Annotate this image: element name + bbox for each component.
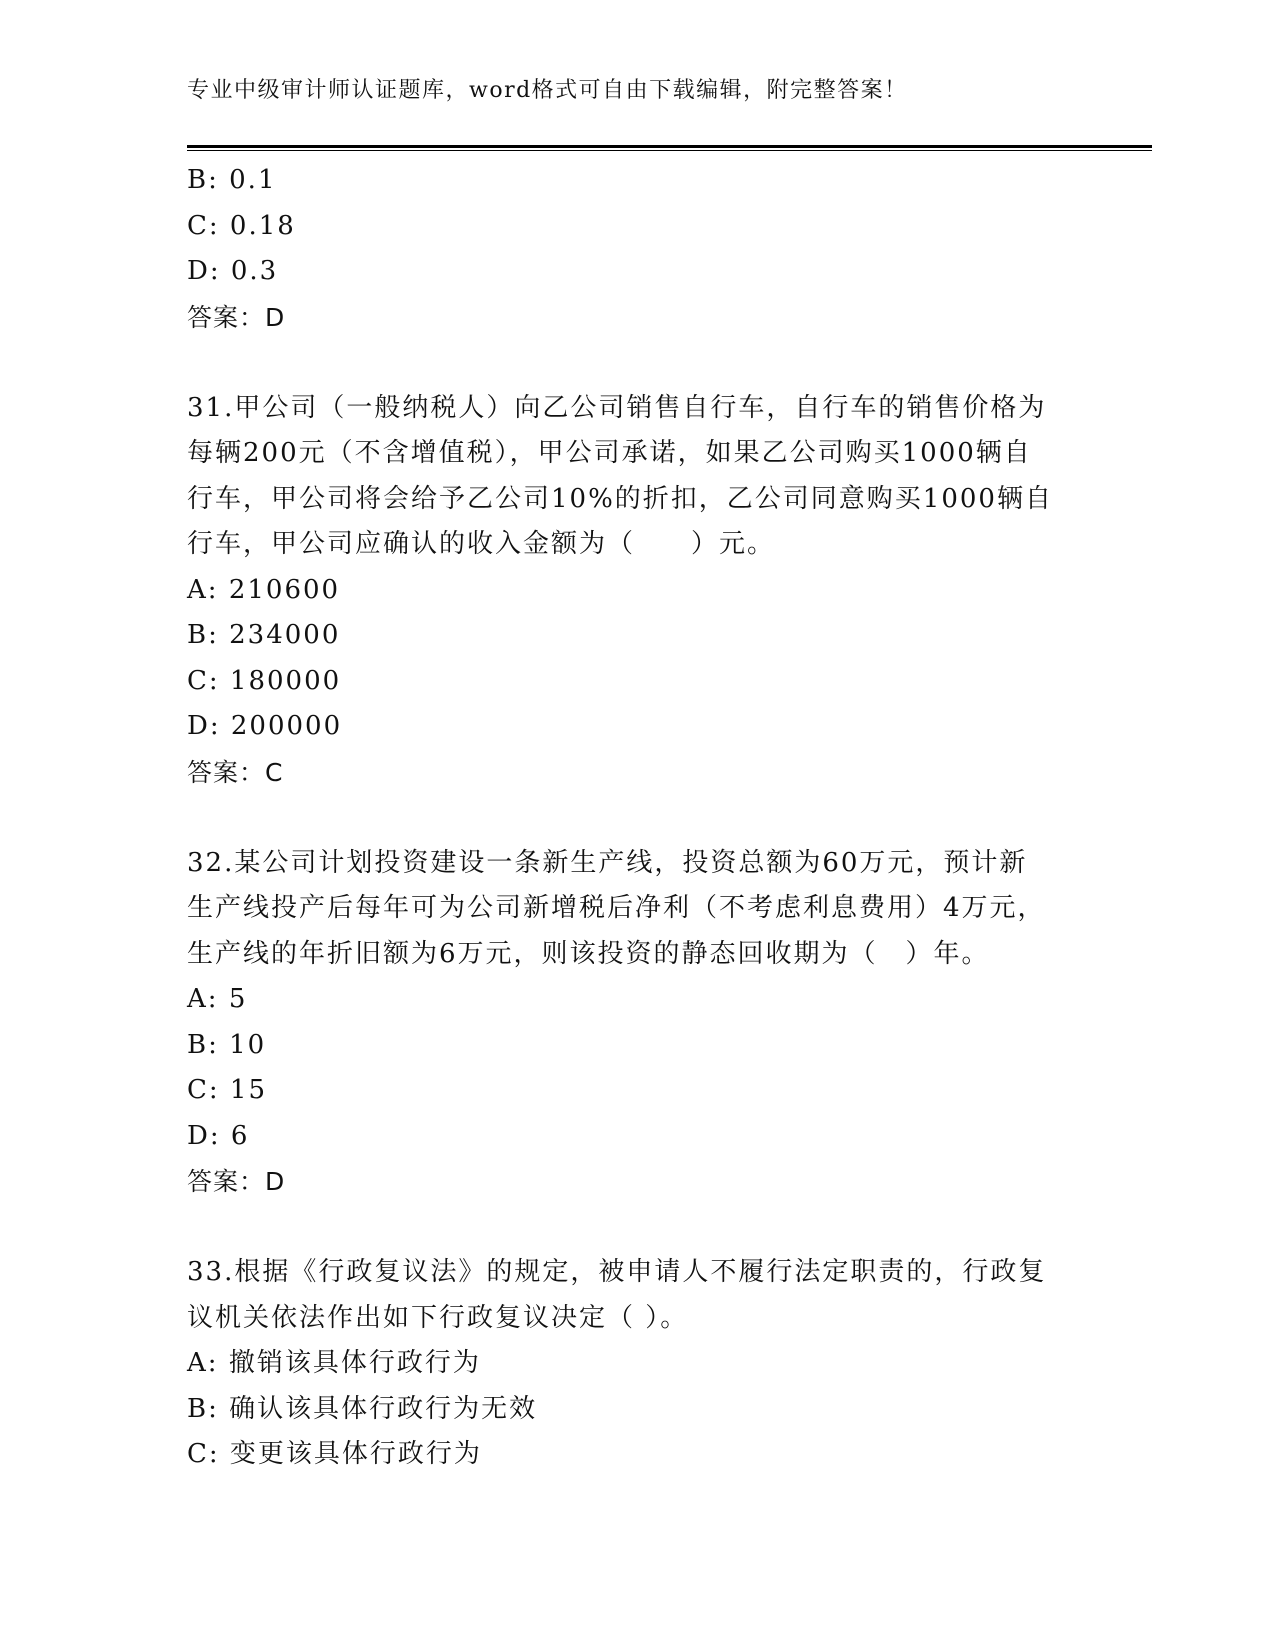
option-label: C: — [187, 665, 220, 696]
answer-line: 答案：D — [187, 302, 286, 332]
option-text: 变更该具体行政行为 — [229, 1439, 482, 1469]
option-text: 0.3 — [230, 256, 279, 286]
option-label: A: — [187, 984, 219, 1014]
option-label: C: — [187, 1075, 220, 1105]
option-text: 5 — [228, 984, 248, 1014]
question-32 — [187, 841, 1087, 1205]
option-a — [187, 977, 1087, 1023]
option-b — [187, 1023, 1087, 1069]
option-a — [187, 1341, 1087, 1387]
spacer — [187, 1205, 1087, 1251]
option-b — [187, 1387, 1087, 1433]
option-c — [187, 204, 1087, 250]
option-text: 234000 — [229, 620, 341, 650]
option-text: 210600 — [228, 574, 341, 605]
option-c — [187, 1432, 1087, 1478]
question-33 — [187, 1250, 1087, 1478]
answer-line: 答案：C — [187, 757, 284, 787]
option-label: C: — [187, 210, 220, 241]
option-d — [187, 704, 1087, 750]
question-stem-line: 行车，甲公司应确认的收入金额为（ ）元。 — [187, 529, 776, 559]
option-label: B: — [187, 1393, 219, 1424]
spacer — [187, 795, 1087, 841]
question-stem-line: 行车，甲公司将会给予乙公司10%的折扣，乙公司同意购买1000辆自 — [187, 483, 1053, 514]
option-text: 10 — [229, 1029, 267, 1060]
option-label: D: — [187, 711, 221, 741]
question-31 — [187, 386, 1087, 796]
question-stem-line: 32.某公司计划投资建设一条新生产线，投资总额为60万元，预计新 — [187, 847, 1028, 878]
question-stem-line: 每辆200元（不含增值税），甲公司承诺，如果乙公司购买1000辆自 — [187, 438, 1032, 468]
option-label: D: — [187, 256, 221, 286]
page-header-title: 专业中级审计师认证题库，word格式可自由下载编辑，附完整答案！ — [187, 78, 908, 103]
option-text: 15 — [229, 1075, 268, 1105]
option-text: 200000 — [230, 711, 343, 741]
option-d — [187, 1114, 1087, 1160]
question-stem-line: 31.甲公司（一般纳税人）向乙公司销售自行车，自行车的销售价格为 — [187, 392, 1047, 423]
option-d — [187, 249, 1087, 295]
spacer — [187, 340, 1087, 386]
option-b — [187, 613, 1087, 659]
question-stem-line: 33.根据《行政复议法》的规定，被申请人不履行法定职责的，行政复 — [187, 1257, 1047, 1287]
option-label: B: — [187, 1029, 219, 1060]
option-text: 确认该具体行政行为无效 — [229, 1393, 538, 1424]
option-text: 0.1 — [229, 165, 277, 195]
question-stem-line: 议机关依法作出如下行政复议决定（ ）。 — [187, 1302, 689, 1333]
option-label: B: — [187, 620, 219, 650]
option-text: 180000 — [229, 665, 342, 696]
header-divider-thick — [187, 145, 1152, 148]
option-text: 0.18 — [229, 210, 296, 241]
option-label: A: — [187, 574, 219, 605]
question-continued — [187, 158, 1087, 340]
question-stem-line: 生产线投产后每年可为公司新增税后净利（不考虑利息费用）4万元， — [187, 893, 1046, 923]
option-a — [187, 568, 1087, 614]
option-label: D: — [187, 1120, 221, 1151]
answer-line: 答案：D — [187, 1167, 286, 1196]
header-divider-thin — [187, 150, 1152, 151]
option-b — [187, 158, 1087, 204]
option-label: B: — [187, 165, 219, 195]
option-label: A: — [187, 1348, 219, 1378]
option-c — [187, 659, 1087, 705]
option-c — [187, 1068, 1087, 1114]
document-content — [187, 158, 1087, 1478]
option-text: 撤销该具体行政行为 — [228, 1348, 481, 1378]
question-stem-line: 生产线的年折旧额为6万元，则该投资的静态回收期为（ ）年。 — [187, 938, 990, 969]
option-label: C: — [187, 1439, 220, 1469]
option-text: 6 — [230, 1120, 250, 1151]
